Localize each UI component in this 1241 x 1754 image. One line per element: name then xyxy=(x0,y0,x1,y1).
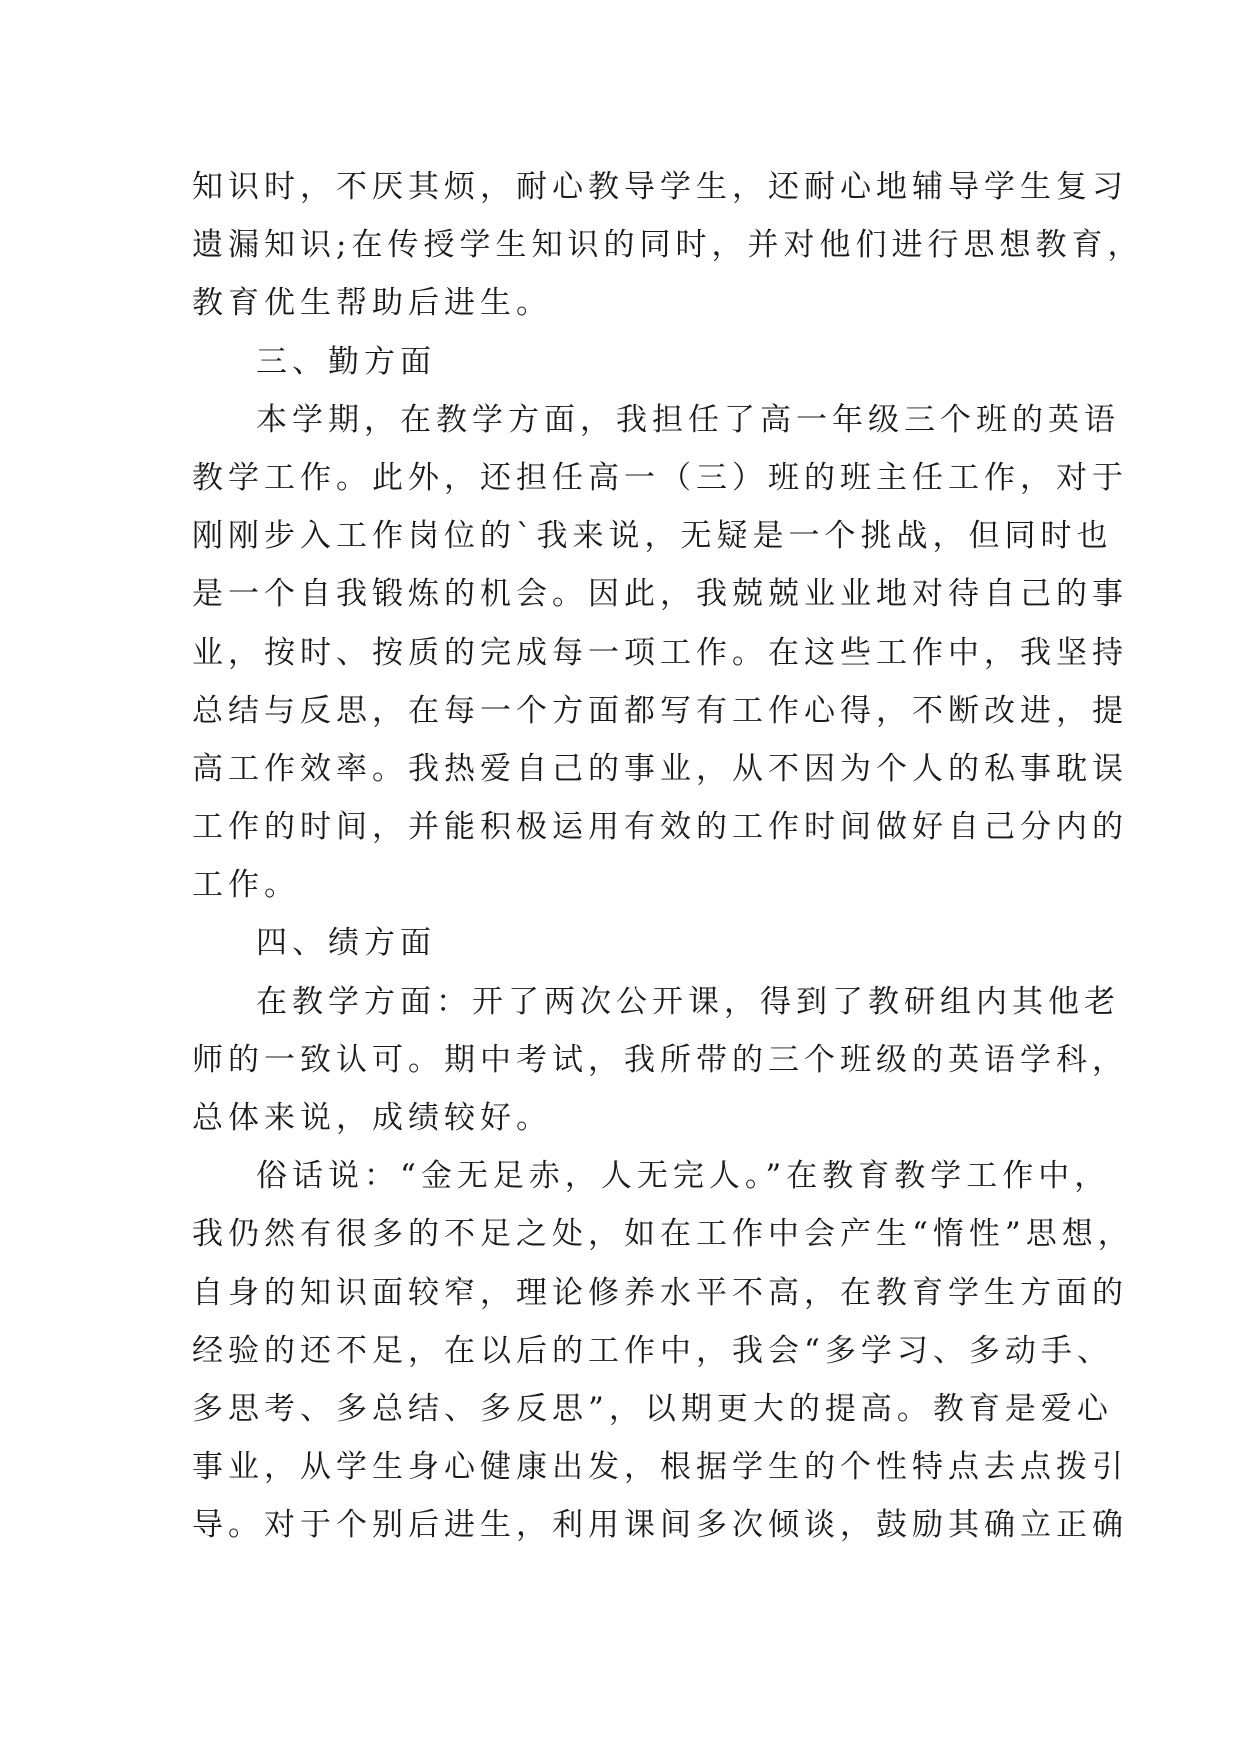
document-line: 我仍然有很多的不足之处，如在工作中会产生“惰性”思想， xyxy=(192,1216,1134,1253)
document-line: 俗话说：“金无足赤，人无完人。”在教育教学工作中， xyxy=(256,1158,1111,1195)
document-line: 教学工作。此外，还担任高一（三）班的班主任工作，对于 xyxy=(192,459,1128,496)
document-line: 经验的还不足，在以后的工作中，我会“多学习、多动手、 xyxy=(192,1332,1113,1369)
document-line: 总结与反思，在每一个方面都写有工作心得，不断改进，提 xyxy=(192,692,1128,729)
document-line: 本学期，在教学方面，我担任了高一年级三个班的英语 xyxy=(256,401,1120,438)
document-line: 事业，从学生身心健康出发，根据学生的个性特点去点拨引 xyxy=(192,1449,1128,1486)
document-line: 总体来说，成绩较好。 xyxy=(192,1100,552,1136)
document-line: 多思考、多总结、多反思”，以期更大的提高。教育是爱心 xyxy=(192,1390,1113,1427)
document-line: 工作的时间，并能积极运用有效的工作时间做好自己分内的 xyxy=(192,809,1128,846)
document-line: 遗漏知识;在传授学生知识的同时，并对他们进行思想教育， xyxy=(192,227,1144,264)
document-line: 刚刚步入工作岗位的`我来说，无疑是一个挑战，但同时也 xyxy=(192,518,1113,555)
document-line: 自身的知识面较窄，理论修养水平不高，在教育学生方面的 xyxy=(192,1274,1128,1311)
document-line: 导。对于个别后进生，利用课间多次倾谈，鼓励其确立正确 xyxy=(192,1507,1128,1544)
document-line: 是一个自我锻炼的机会。因此，我兢兢业业地对待自己的事 xyxy=(192,576,1128,613)
document-line: 高工作效率。我热爱自己的事业，从不因为个人的私事耽误 xyxy=(192,750,1128,787)
document-body xyxy=(192,158,1144,1555)
document-line: 教育优生帮助后进生。 xyxy=(192,285,552,322)
document-line: 三、勤方面 xyxy=(256,343,436,380)
document-line: 在教学方面：开了两次公开课，得到了教研组内其他老 xyxy=(256,983,1120,1020)
document-line: 知识时，不厌其烦，耐心教导学生，还耐心地辅导学生复习 xyxy=(192,169,1128,205)
document-line: 四、绩方面 xyxy=(256,925,436,962)
document-line: 业，按时、按质的完成每一项工作。在这些工作中，我坚持 xyxy=(192,634,1128,671)
document-line: 师的一致认可。期中考试，我所带的三个班级的英语学科， xyxy=(192,1041,1128,1078)
document-line: 工作。 xyxy=(192,867,300,904)
